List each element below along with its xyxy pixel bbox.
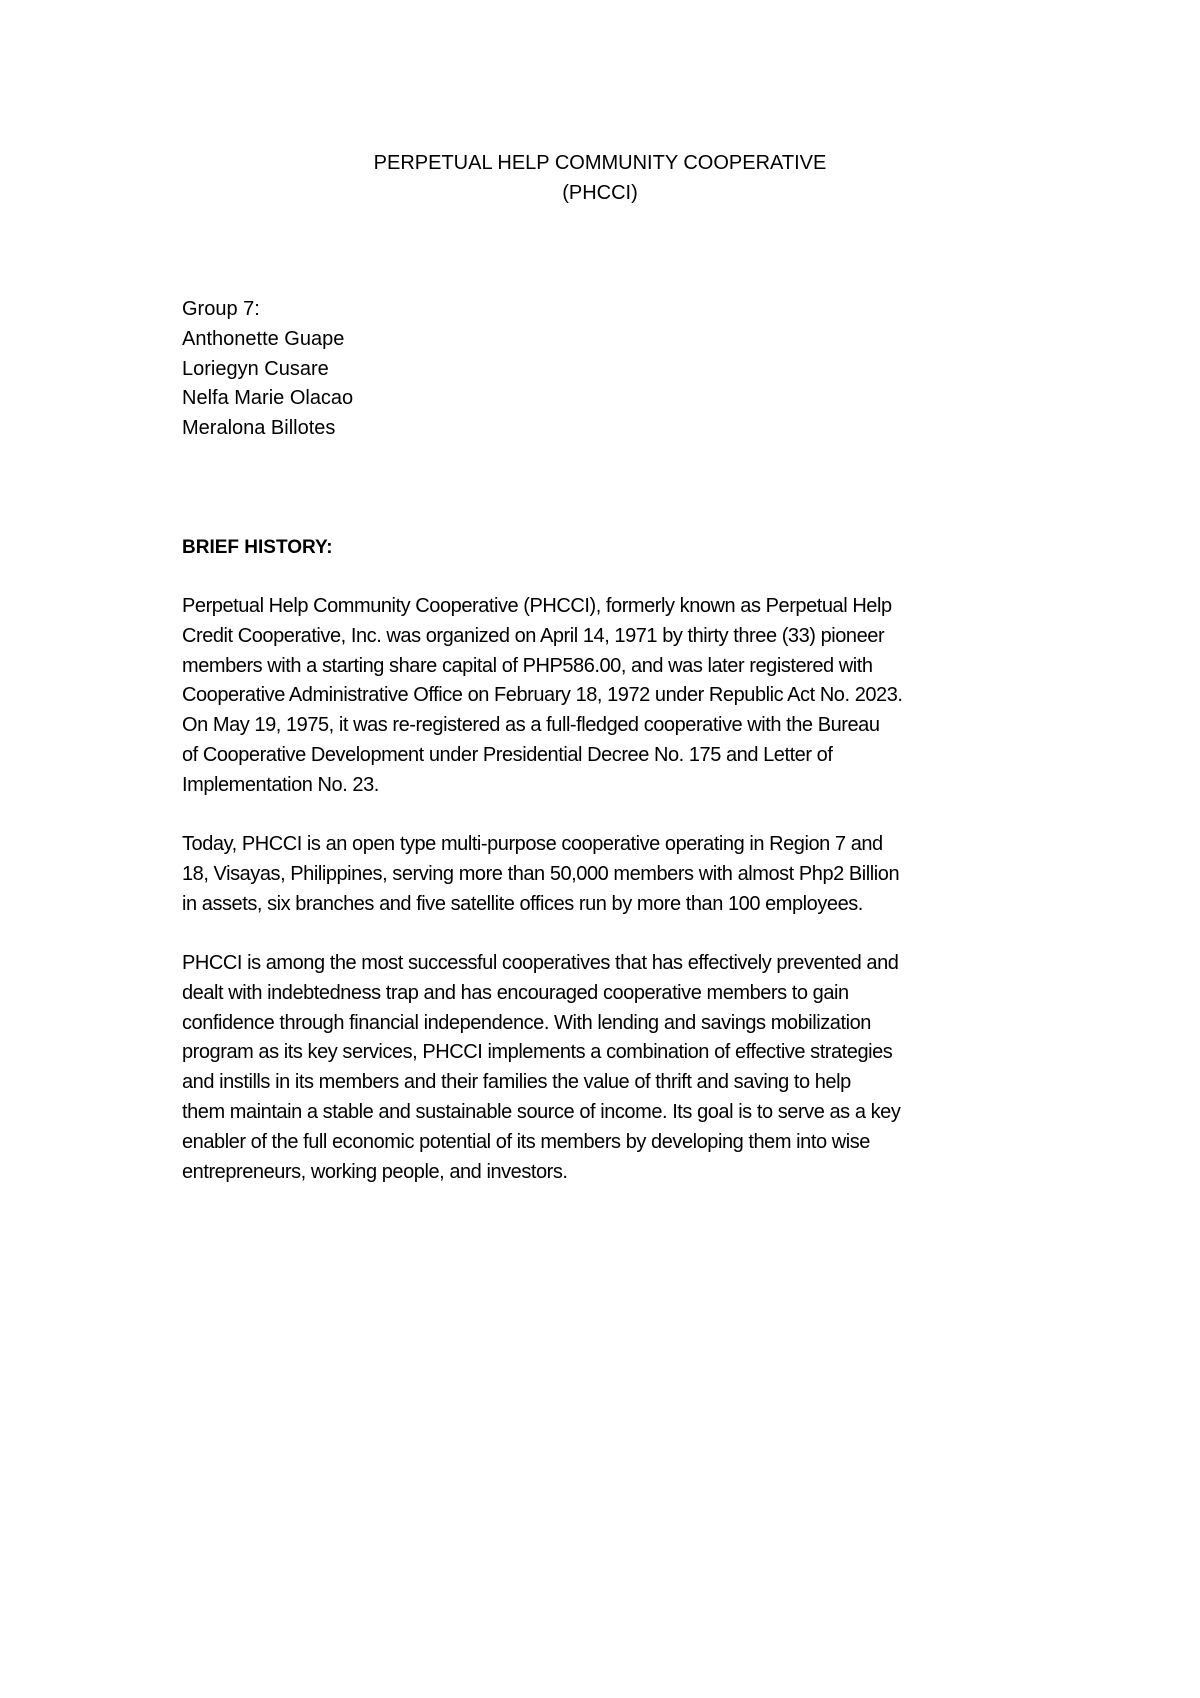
member-name: Meralona Billotes (182, 417, 336, 440)
paragraph-line: confidence through financial independence. With lending and savings mobilization (182, 1011, 871, 1034)
paragraph-line: entrepreneurs, working people, and investors. (182, 1160, 568, 1183)
paragraph-line: Implementation No. 23. (182, 773, 379, 796)
paragraph-line: PHCCI is among the most successful cooperatives that has effectively prevented and (182, 952, 899, 974)
member-name: Nelfa Marie Olacao (182, 387, 354, 410)
paragraph-line: Today, PHCCI is an open type multi-purpose cooperative operating in Region 7 and (182, 833, 883, 855)
paragraph-line: Credit Cooperative, Inc. was organized on April 14, 1971 by thirty three (33) pioneer (182, 624, 885, 647)
group-label: Group 7: (182, 298, 260, 320)
history-paragraph-2 (182, 830, 899, 919)
member-name: Loriegyn Cusare (182, 357, 329, 380)
title-line-main: PERPETUAL HELP COMMUNITY COOPERATIVE (373, 152, 827, 174)
paragraph-line: dealt with indebtedness trap and has encouraged cooperative members to gain (182, 981, 849, 1004)
paragraph-line: On May 19, 1975, it was re-registered as a full-fledged cooperative with the Bureau (182, 714, 880, 737)
history-paragraph-3 (182, 949, 900, 1187)
paragraph-line: in assets, six branches and five satellite offices run by more than 100 employees. (182, 892, 863, 915)
paragraph-line: members with a starting share capital of PHP586.00, and was later registered with (182, 654, 873, 677)
paragraph-line: enabler of the full economic potential of its members by developing them into wise (182, 1130, 870, 1153)
paragraph-line: 18, Visayas, Philippines, serving more than 50,000 members with almost Php2 Billion (182, 862, 900, 885)
paragraph-line: program as its key services, PHCCI implements a combination of effective strategies (182, 1041, 893, 1064)
paragraph-line: of Cooperative Development under Presidential Decree No. 175 and Letter of (182, 743, 833, 766)
paragraph-line: Cooperative Administrative Office on February 18, 1972 under Republic Act No. 2023. (182, 684, 903, 707)
paragraph-line: Perpetual Help Community Cooperative (PHCCI), formerly known as Perpetual Help (182, 595, 892, 617)
group-members-block (182, 295, 353, 444)
section-heading: BRIEF HISTORY: (182, 537, 333, 558)
paragraph-line: and instills in its members and their families the value of thrift and saving to help (182, 1071, 851, 1094)
paragraph-line: them maintain a stable and sustainable source of income. Its goal is to serve as a key (182, 1100, 901, 1123)
document-title (0, 148, 1200, 208)
history-paragraph-1 (182, 592, 903, 801)
member-name: Anthonette Guape (182, 327, 345, 350)
title-line-acronym: (PHCCI) (562, 182, 638, 204)
